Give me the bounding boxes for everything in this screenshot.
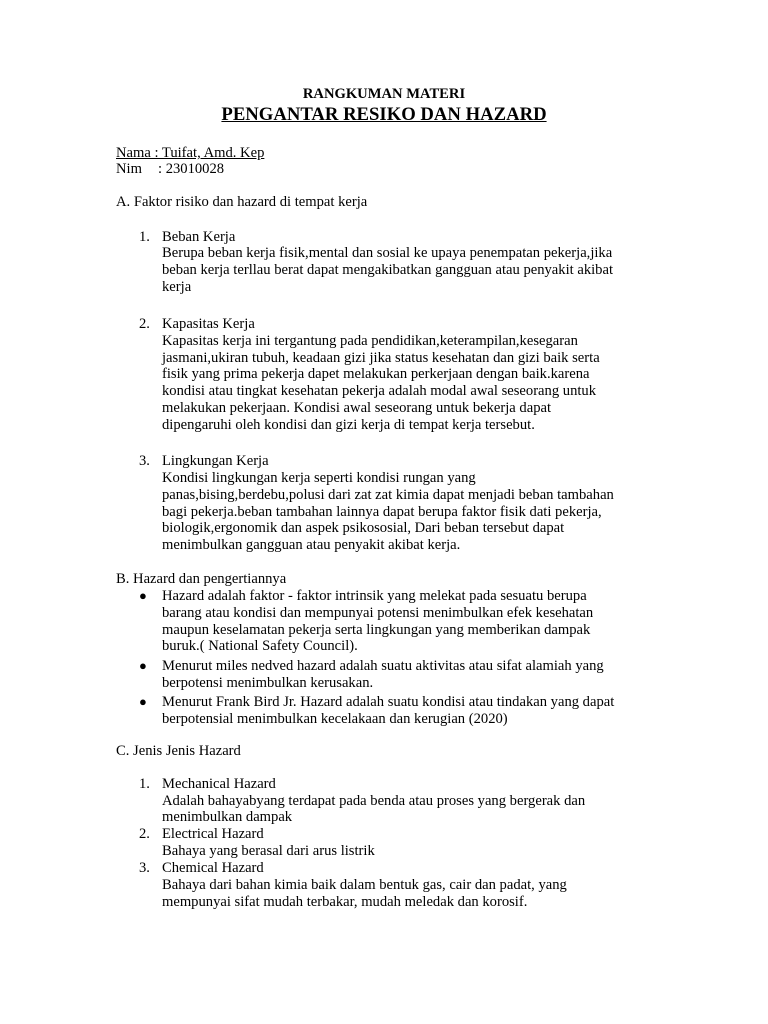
section-a-item-title: Beban Kerja	[162, 229, 236, 245]
document-heading: RANGKUMAN MATERI	[302, 86, 466, 102]
section-a-item-text: dipengaruhi oleh kondisi dan gizi kerja di tempat kerja tersebut.	[162, 417, 535, 433]
section-c-item-number: 2.	[139, 826, 150, 842]
section-a-item-text: melakukan pekerjaan. Kondisi awal seseorang untuk bekerja dapat	[162, 400, 552, 416]
nim-label: Nim	[116, 161, 142, 177]
section-a-item-text: beban kerja terllau berat dapat mengakibatkan gangguan atau penyakit akibat	[162, 262, 613, 278]
section-b-bullet-text: maupun keselamatan pekerja serta lingkungan yang memberikan dampak	[162, 622, 591, 638]
section-c-item-title: Electrical Hazard	[162, 826, 264, 842]
section-c-item-text: menimbulkan dampak	[162, 809, 293, 825]
document-title	[0, 104, 768, 126]
section-c-item-number: 1.	[139, 776, 150, 792]
section-b-bullet-text: buruk.( National Safety Council).	[162, 638, 358, 654]
section-b-title: B. Hazard dan pengertiannya	[116, 571, 287, 587]
section-a-item-text: Kondisi lingkungan kerja seperti kondisi rungan yang	[162, 470, 476, 486]
section-a-item-text: jasmani,ukiran tubuh, keadaan gizi jika status kesehatan dan gizi baik serta	[162, 350, 600, 366]
document-title-text: PENGANTAR RESIKO DAN HAZARD	[221, 104, 547, 125]
section-b-bullet-text: Menurut miles nedved hazard adalah suatu aktivitas atau sifat alamiah yang	[162, 658, 604, 674]
section-b-bullet-text: barang atau kondisi dan mempunyai potensi menimbulkan efek kesehatan	[162, 605, 594, 621]
section-a-item-text: bagi pekerja.beban tambahan lainnya dapat berupa faktor fisik dati pekerja,	[162, 504, 602, 520]
section-a-item-title: Lingkungan Kerja	[162, 453, 269, 469]
section-a-item-text: Kapasitas kerja ini tergantung pada pendidikan,keterampilan,kesegaran	[162, 333, 578, 349]
section-a-item-text: menimbulkan gangguan atau penyakit akibat kerja.	[162, 537, 461, 553]
section-a-item-text: Berupa beban kerja fisik,mental dan sosial ke upaya penempatan pekerja,jika	[162, 245, 613, 261]
bullet-icon: ●	[139, 694, 147, 709]
section-c-item-title: Mechanical Hazard	[162, 776, 276, 792]
section-b-bullet-text: berpotensial menimbulkan kecelakaan dan kerugian (2020)	[162, 711, 508, 727]
name-line: Nama : Tuifat, Amd. Kep	[116, 145, 265, 161]
section-a-item-text: panas,bising,berdebu,polusi dari zat zat kimia dapat menjadi beban tambahan	[162, 487, 614, 503]
section-a-item-text: kondisi atau tingkat kesehatan pekerja adalah modal awal seseorang untuk	[162, 383, 597, 399]
section-c-item-number: 3.	[139, 860, 150, 876]
section-a-item-number: 2.	[139, 316, 150, 332]
section-a-title: A. Faktor risiko dan hazard di tempat kerja	[116, 194, 368, 210]
section-b-bullet-text: Menurut Frank Bird Jr. Hazard adalah suatu kondisi atau tindakan yang dapat	[162, 694, 615, 710]
section-a-item-text: fisik yang prima pekerja dapet melakukan perkerjaan dengan baik.karena	[162, 366, 590, 382]
section-a-item-text: biologik,ergonomik dan aspek psikososial, Dari beban tersebut dapat	[162, 520, 565, 536]
section-a-item-number: 3.	[139, 453, 150, 469]
section-c-item-text: mempunyai sifat mudah terbakar, mudah meledak dan korosif.	[162, 894, 528, 910]
section-b-bullet-text: Hazard adalah faktor - faktor intrinsik yang melekat pada sesuatu berupa	[162, 588, 587, 604]
section-b-bullet-text: berpotensi menimbulkan kerusakan.	[162, 675, 374, 691]
nim-value: : 23010028	[158, 161, 225, 177]
section-a-item-text: kerja	[162, 279, 192, 295]
section-c-item-text: Bahaya yang berasal dari arus listrik	[162, 843, 375, 859]
section-c-item-text: Bahaya dari bahan kimia baik dalam bentuk gas, cair dan padat, yang	[162, 877, 567, 893]
bullet-icon: ●	[139, 658, 147, 673]
bullet-icon: ●	[139, 588, 147, 603]
section-a-item-number: 1.	[139, 229, 150, 245]
section-c-title: C. Jenis Jenis Hazard	[116, 743, 241, 759]
section-a-item-title: Kapasitas Kerja	[162, 316, 255, 332]
section-c-item-text: Adalah bahayabyang terdapat pada benda atau proses yang bergerak dan	[162, 793, 586, 809]
section-c-item-title: Chemical Hazard	[162, 860, 264, 876]
